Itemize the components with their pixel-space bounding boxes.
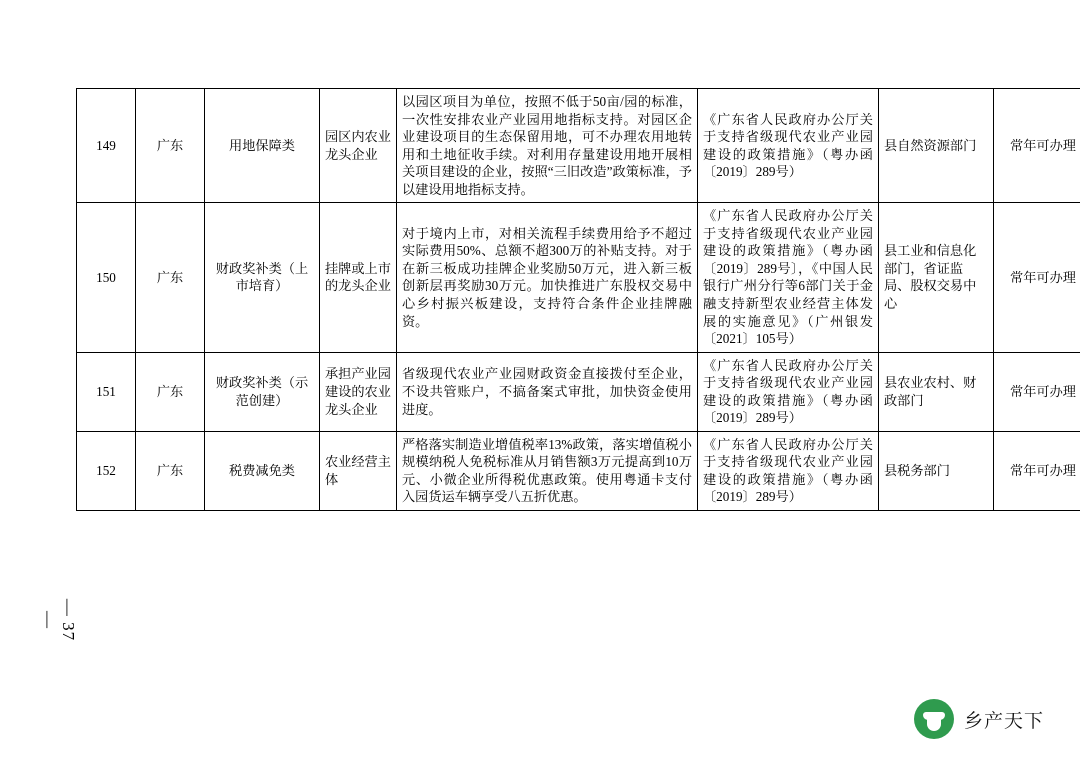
cell-policy-basis: 《广东省人民政府办公厅关于支持省级现代农业产业园建设的政策措施》（粤办函〔2019〕289号） (698, 431, 879, 510)
cell-serial-number: 149 (77, 89, 136, 203)
cell-responsible-department: 县农业农村、财政部门 (879, 352, 994, 431)
cell-responsible-department: 县自然资源部门 (879, 89, 994, 203)
cell-responsible-department: 县工业和信息化部门，省证监局、股权交易中心 (879, 203, 994, 352)
leaf-logo-icon (914, 699, 954, 739)
page-number: — 37 — (39, 598, 78, 642)
watermark-label: 乡产天下 (963, 710, 1044, 732)
cell-serial-number: 150 (77, 203, 136, 352)
cell-policy-content: 以园区项目为单位，按照不低于50亩/园的标准，一次性安排农业产业园用地指标支持。对园区企业建设项目的生态保留用地，可不办理农用地转用和土地征收手续。对利用存量建设用地开展相关项目建设的企业，按照“三旧改造”政策标准，予以建设用地指标支持。 (397, 89, 698, 203)
cell-serial-number: 152 (77, 431, 136, 510)
table-row (77, 203, 1080, 352)
policy-table (76, 88, 1080, 511)
cell-support-object: 农业经营主体 (320, 431, 397, 510)
cell-processing-time: 常年可办理 (994, 431, 1080, 510)
cell-policy-basis: 《广东省人民政府办公厅关于支持省级现代农业产业园建设的政策措施》（粤办函〔2019〕289号） (698, 352, 879, 431)
cell-policy-content: 严格落实制造业增值税率13%政策，落实增值税小规模纳税人免税标准从月销售额3万元提高到10万元、小微企业所得税优惠政策。使用粤通卡支付入园货运车辆享受八五折优惠。 (397, 431, 698, 510)
cell-province: 广东 (136, 352, 205, 431)
cell-policy-type: 用地保障类 (205, 89, 320, 203)
cell-support-object: 承担产业园建设的农业龙头企业 (320, 352, 397, 431)
cell-policy-type: 财政奖补类（上市培育） (205, 203, 320, 352)
cell-policy-basis: 《广东省人民政府办公厅关于支持省级现代农业产业园建设的政策措施》（粤办函〔2019〕289号〕，《中国人民银行广州分行等6部门关于金融支持新型农业经营主体发展的实施意见》（广州银发〔2021〕105号） (698, 203, 879, 352)
cell-processing-time: 常年可办理 (994, 89, 1080, 203)
table-row (77, 431, 1080, 510)
cell-province: 广东 (136, 89, 205, 203)
cell-responsible-department: 县税务部门 (879, 431, 994, 510)
watermark (914, 699, 1044, 739)
cell-province: 广东 (136, 203, 205, 352)
cell-processing-time: 常年可办理 (994, 352, 1080, 431)
cell-policy-type: 财政奖补类（示范创建） (205, 352, 320, 431)
cell-policy-content: 对于境内上市，对相关流程手续费用给予不超过实际费用50%、总额不超300万的补贴支持。对于在新三板成功挂牌企业奖励50万元，进入新三板创新层再奖励30万元。加快推进广东股权交易中心乡村振兴板建设，支持符合条件企业挂牌融资。 (397, 203, 698, 352)
cell-policy-content: 省级现代农业产业园财政资金直接拨付至企业，不设共管账户，不搞备案式审批，加快资金使用进度。 (397, 352, 698, 431)
table-row (77, 352, 1080, 431)
cell-support-object: 园区内农业龙头企业 (320, 89, 397, 203)
cell-support-object: 挂牌或上市的龙头企业 (320, 203, 397, 352)
cell-province: 广东 (136, 431, 205, 510)
cell-policy-basis: 《广东省人民政府办公厅关于支持省级现代农业产业园建设的政策措施》（粤办函〔2019〕289号） (698, 89, 879, 203)
cell-serial-number: 151 (77, 352, 136, 431)
cell-policy-type: 税费减免类 (205, 431, 320, 510)
table-row (77, 89, 1080, 203)
cell-processing-time: 常年可办理 (994, 203, 1080, 352)
